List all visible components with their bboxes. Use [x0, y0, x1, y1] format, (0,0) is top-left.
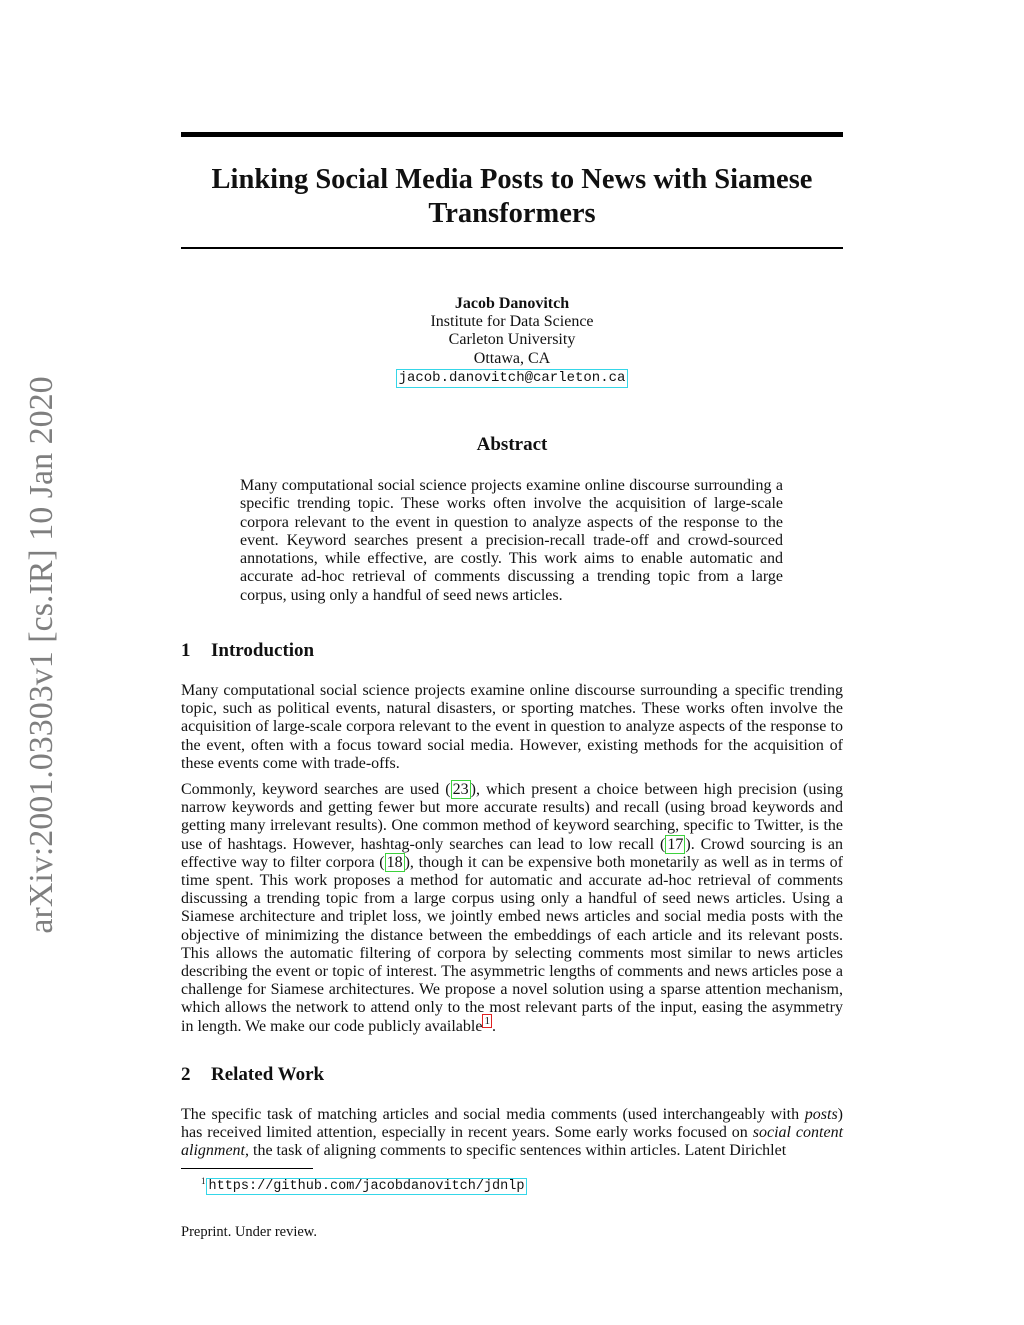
- footnote-reference-link[interactable]: 1: [484, 1015, 490, 1028]
- abstract-text: Many computational social science projects examine online discourse surrounding a specific trending topic. These works often involve the acquisition of large-scale corpora relevant to the event in question to analyze aspects of the response to the event. Keyword searches present a precision-recall trade-off and crowd-sourced annotations, while effective, are costly. This work aims to enable automatic and accurate ad-hoc retrieval of comments discussing a trending topic from a large corpus, using only a handful of seed news articles.: [240, 477, 783, 604]
- arxiv-sidebar: [0, 0, 80, 1325]
- section-number: 2: [181, 1064, 191, 1085]
- author-affiliation-institute: Institute for Data Science: [430, 313, 594, 331]
- intro-paragraph-2: Commonly, keyword searches are used ( 23 ), which present a choice between high precision (using narrow keywords and getting fewer but more accurate results) and recall (using broad keywords and getting many irrelevant results). One common method of keyword searching, specific to Twitter, is the use of hashtags. However, hashtag-only searches can lead to low recall ( 17 ). Crowd sourcing is an effective way to filter corpora ( 18 ), though it can be expensive both monetarily as well as in terms of time spent. This work proposes a method for automatic and accurate ad-hoc retrieval of comments discussing a trending topic from a large corpus using only a handful of seed news articles. Using a Siamese architecture and triplet loss, we jointly embed news articles and social media posts with the objective of minimizing the distance between the embeddings of each article and its relevant posts. This allows the automatic filtering of corpora by selecting comments most similar to news articles describing the event or topic of interest. The asymmetric lengths of comments and news articles pose a challenge for Siamese architectures. We propose a novel solution using a sparse attention mechanism, which allows the network to attend only to the most relevant parts of the input, easing the asymmetry in length. We make our code publicly available $^1$ .: [181, 781, 844, 1035]
- footnote-url-link[interactable]: https://github.com/jacobdanovitch/jdnlp: [206, 1178, 528, 1195]
- section-heading-related-work: [181, 1064, 324, 1086]
- section-heading-introduction: [181, 640, 314, 662]
- section-title: Introduction: [211, 640, 315, 661]
- citation-link[interactable]: 18: [386, 853, 403, 871]
- footnote-rule: [181, 1168, 313, 1169]
- abstract-heading: Abstract: [476, 434, 548, 455]
- author-affiliation-university: Carleton University: [448, 331, 576, 349]
- section-number: 1: [181, 640, 191, 661]
- intro-paragraph-1: Many computational social science projects examine online discourse surrounding a specific trending topic, such as political events, natural disasters, or sporting matches. These works often involve the acquisition of large-scale corpora relevant to the event in question to analyze aspects of the response to the event, often with a focus toward social media. However, existing methods for the acquisition of these events come with trade-offs.: [181, 682, 843, 772]
- footnote: [201, 1176, 527, 1194]
- citation-link[interactable]: 17: [667, 835, 684, 853]
- author-name: Jacob Danovitch: [454, 295, 570, 312]
- author-location: Ottawa, CA: [473, 349, 551, 367]
- author-block: [181, 295, 843, 388]
- citation-link[interactable]: 23: [452, 781, 469, 799]
- title-bottom-rule: [181, 247, 843, 249]
- footnote-number: 1: [201, 1176, 206, 1186]
- related-work-body: [181, 1106, 843, 1169]
- introduction-body: [181, 682, 843, 1044]
- title-top-rule: [181, 132, 843, 137]
- paper-title: Linking Social Media Posts to News with Siamese Transformers: [211, 164, 813, 229]
- preprint-footer: Preprint. Under review.: [181, 1224, 317, 1240]
- author-email-link[interactable]: jacob.danovitch@carleton.ca: [396, 369, 629, 388]
- section-title: Related Work: [211, 1064, 325, 1085]
- related-work-paragraph-1: The specific task of matching articles and social media comments (used interchangeably with posts) has received limited attention, especially in recent years. Some early works focused on social content alignment, the task of aligning comments to specific sentences within articles. Latent Dirichlet: [181, 1106, 844, 1160]
- arxiv-identifier: arXiv:2001.03303v1 [cs.IR] 10 Jan 2020: [23, 376, 60, 934]
